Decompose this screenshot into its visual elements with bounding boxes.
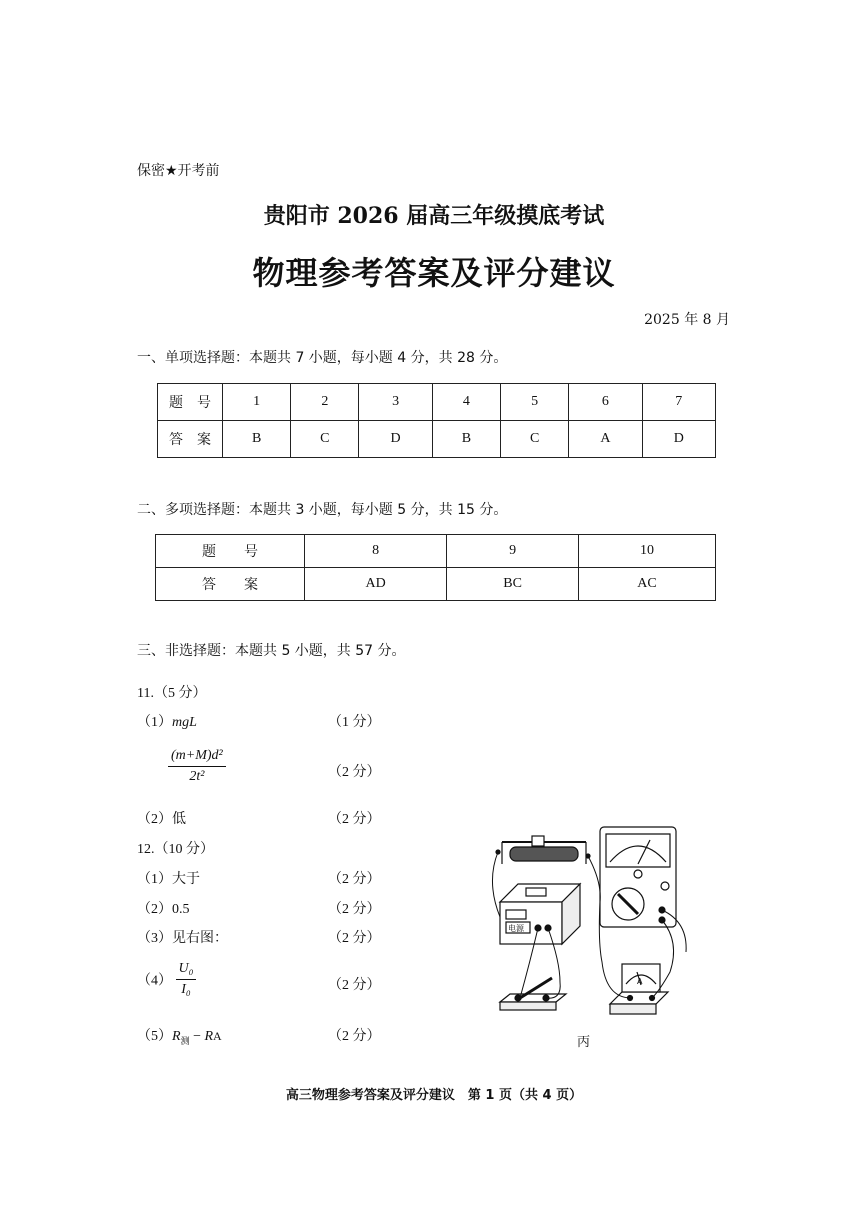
answer-cell: C: [291, 421, 359, 458]
exam-title: 贵阳市 2026 届高三年级摸底考试: [263, 203, 605, 229]
answer-text: mgL: [172, 715, 197, 730]
multiple-choice-answer-table: [155, 534, 716, 601]
document-date: 2025 年 8 月: [644, 312, 730, 328]
row-label-answer: 答 案: [158, 421, 223, 458]
q12-part4: [137, 961, 196, 998]
q12-part2: [137, 898, 190, 918]
fraction-numerator: (m+M)d²: [168, 748, 226, 767]
part-label: （1）: [137, 715, 172, 730]
question-number-cell: 9: [447, 535, 579, 568]
q12-part5: [137, 1025, 222, 1047]
answer-cell: C: [501, 421, 569, 458]
table-row: [156, 568, 716, 601]
single-choice-answer-table: [157, 383, 716, 458]
question-number-cell: 7: [642, 384, 715, 421]
subscript: 测: [180, 1035, 190, 1046]
part-label: （5）: [137, 1029, 172, 1044]
circuit-diagram: [490, 822, 690, 1027]
answer-text: 低: [172, 812, 186, 827]
score: （2 分）: [328, 978, 381, 993]
question-number-cell: 5: [501, 384, 569, 421]
r-measured-symbol: R: [172, 1029, 181, 1044]
page-footer: 高三物理参考答案及评分建议 第 1 页（共 4 页）: [285, 1088, 583, 1103]
multimeter: [600, 827, 676, 927]
question-number-cell: 8: [305, 535, 447, 568]
answer-text: 见右图：: [172, 931, 228, 946]
ammeter-label: A: [637, 977, 643, 986]
question-number-cell: 2: [291, 384, 359, 421]
section2-heading: 二、多项选择题：本题共 3 小题，每小题 5 分，共 15 分。: [137, 502, 508, 518]
row-label-number: 题 号: [156, 535, 305, 568]
score: （2 分）: [328, 765, 381, 780]
row-label-number: 题 号: [158, 384, 223, 421]
table-row: [158, 384, 716, 421]
r-ammeter-symbol: R: [204, 1029, 214, 1044]
answer-cell: AC: [579, 568, 716, 601]
part-label: （4）: [137, 973, 172, 989]
question-number-cell: 1: [223, 384, 291, 421]
fraction-denominator: I₀: [181, 982, 191, 997]
answer-cell: B: [432, 421, 500, 458]
table-row: [156, 535, 716, 568]
switch: [500, 978, 566, 1010]
part-label: （3）: [137, 931, 172, 946]
rheostat: [496, 836, 590, 864]
subscript: A: [213, 1029, 222, 1043]
question-number-cell: 4: [432, 384, 500, 421]
q11-part2: [137, 808, 186, 828]
question-number-cell: 10: [579, 535, 716, 568]
row-label-answer: 答 案: [156, 568, 305, 601]
part-label: （1）: [137, 872, 172, 887]
answer-cell: A: [569, 421, 642, 458]
score: （1 分）: [328, 715, 381, 730]
score: （2 分）: [328, 812, 381, 827]
score: （2 分）: [328, 872, 381, 887]
part-label: （2）: [137, 902, 172, 917]
answer-cell: D: [642, 421, 715, 458]
q12-title: 12.（10 分）: [137, 842, 214, 857]
question-number-cell: 6: [569, 384, 642, 421]
answer-cell: D: [359, 421, 432, 458]
section3-heading: 三、非选择题：本题共 5 小题，共 57 分。: [137, 643, 406, 659]
answer-cell: AD: [305, 568, 447, 601]
score: （2 分）: [328, 931, 381, 946]
confidential-mark: 保密★开考前: [137, 163, 220, 179]
score: （2 分）: [328, 902, 381, 917]
part-label: （2）: [137, 812, 172, 827]
question-number-cell: 3: [359, 384, 432, 421]
document-title: 物理参考答案及评分建议: [252, 254, 616, 292]
q12-part3: [137, 927, 228, 947]
fraction-denominator: 2t²: [189, 769, 205, 784]
table-row: [158, 421, 716, 458]
minus-sign: −: [193, 1029, 201, 1044]
answer-cell: B: [223, 421, 291, 458]
figure-caption: 丙: [577, 1034, 591, 1049]
q12-part1: [137, 868, 200, 888]
answer-cell: BC: [447, 568, 579, 601]
answer-text: 大于: [172, 872, 200, 887]
q11-fraction: [168, 748, 226, 785]
power-label: 电源: [508, 924, 524, 933]
score: （2 分）: [328, 1029, 381, 1044]
answer-text: 0.5: [172, 902, 190, 917]
q11-part1: [137, 711, 197, 731]
section1-heading: 一、单项选择题：本题共 7 小题，每小题 4 分，共 28 分。: [137, 350, 508, 366]
power-supply: [500, 884, 580, 944]
fraction-numerator: U₀: [176, 961, 197, 980]
q11-title: 11.（5 分）: [137, 686, 207, 701]
